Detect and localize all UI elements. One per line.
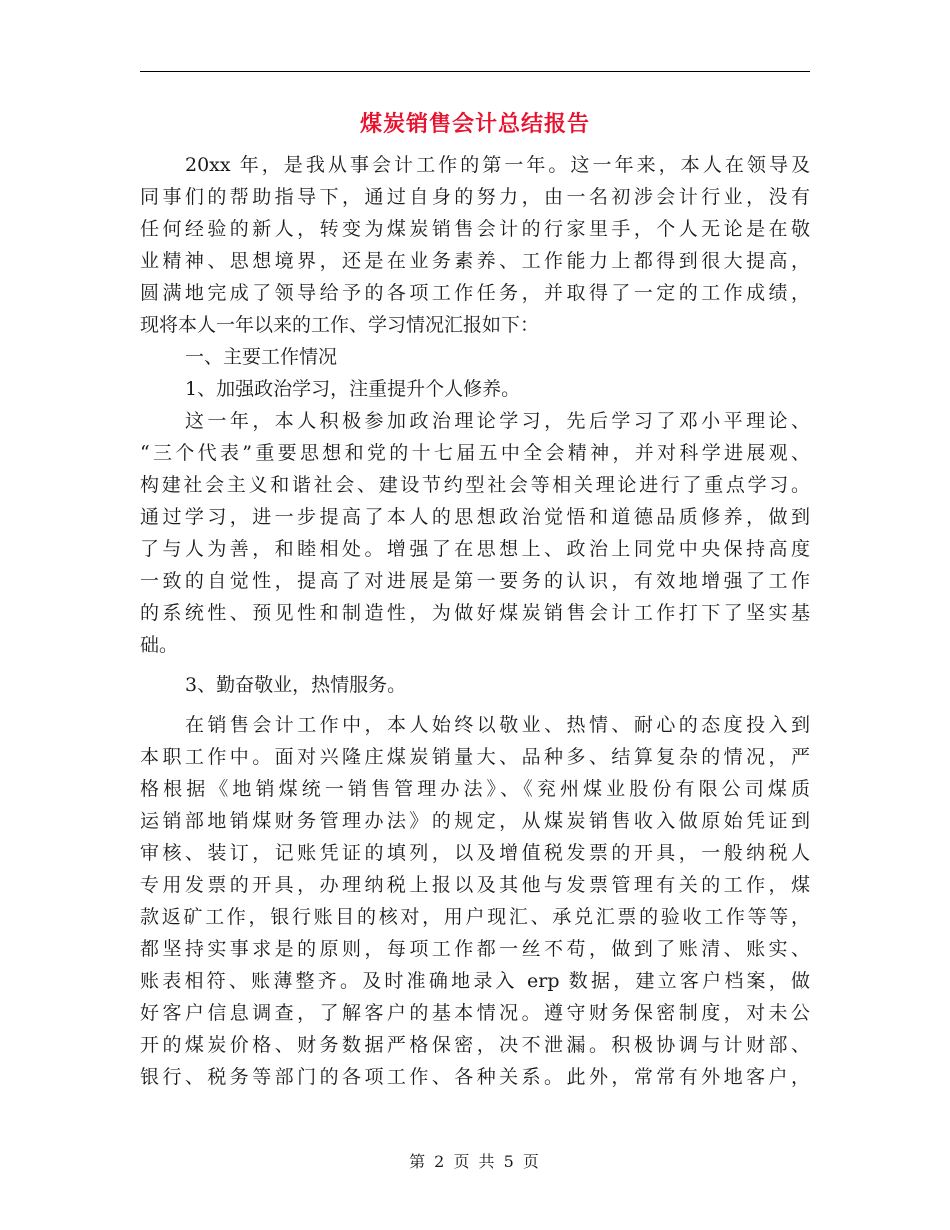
paragraph-line: 一致的自觉性，提高了对进展是第一要务的认识，有效地增强了工作 — [140, 570, 810, 592]
header-rule — [140, 71, 810, 72]
paragraph-line: 通过学习，进一步提高了本人的思想政治觉悟和道德品质修养，做到 — [140, 506, 810, 528]
paragraph-line: 20xx 年，是我从事会计工作的第一年。这一年来，本人在领导及 — [185, 154, 810, 176]
paragraph-line: 业精神、思想境界，还是在业务素养、工作能力上都得到很大提高， — [140, 250, 810, 272]
document-title: 煤炭销售会计总结报告 — [359, 111, 590, 137]
paragraph-line: 础。 — [140, 634, 179, 656]
section-heading: 一、主要工作情况 — [185, 346, 338, 368]
paragraph-line: 运销部地销煤财务管理办法》的规定，从煤炭销售收入做原始凭证到 — [140, 810, 810, 832]
paragraph-line: “三个代表”重要思想和党的十七届五中全会精神，并对科学进展观、 — [140, 442, 810, 464]
paragraph-line: 审核、装订，记账凭证的填列，以及增值税发票的开具，一般纳税人 — [140, 842, 810, 864]
paragraph-line: 账表相符、账薄整齐。及时准确地录入 erp 数据，建立客户档案，做 — [140, 970, 810, 992]
paragraph-line: 现将本人一年以来的工作、学习情况汇报如下： — [140, 314, 540, 336]
paragraph-line: 好客户信息调查，了解客户的基本情况。遵守财务保密制度，对未公 — [140, 1002, 810, 1024]
subsection-heading: 1、加强政治学习，注重提升个人修养。 — [185, 378, 521, 400]
paragraph-line: 任何经验的新人，转变为煤炭销售会计的行家里手，个人无论是在敬 — [140, 218, 810, 240]
page-number-footer: 第 2 页 共 5 页 — [409, 1152, 541, 1171]
paragraph-line: 银行、税务等部门的各项工作、各种关系。此外，常常有外地客户， — [140, 1066, 810, 1088]
document-body — [140, 149, 810, 1093]
subsection-heading: 3、勤奋敬业，热情服务。 — [185, 674, 407, 696]
paragraph-line: 都坚持实事求是的原则，每项工作都一丝不苟，做到了账清、账实、 — [140, 938, 810, 960]
paragraph-line: 的系统性、预见性和制造性，为做好煤炭销售会计工作打下了坚实基 — [140, 602, 810, 624]
paragraph-line: 款返矿工作，银行账目的核对，用户现汇、承兑汇票的验收工作等等， — [140, 906, 810, 928]
paragraph-line: 这一年，本人积极参加政治理论学习，先后学习了邓小平理论、 — [185, 410, 810, 432]
paragraph-line: 在销售会计工作中，本人始终以敬业、热情、耐心的态度投入到 — [185, 714, 810, 736]
paragraph-line: 了与人为善，和睦相处。增强了在思想上、政治上同党中央保持高度 — [140, 538, 810, 560]
paragraph-line: 开的煤炭价格、财务数据严格保密，决不泄漏。积极协调与计财部、 — [140, 1034, 810, 1056]
paragraph-line: 专用发票的开具，办理纳税上报以及其他与发票管理有关的工作，煤 — [140, 874, 810, 896]
paragraph-line: 同事们的帮助指导下，通过自身的努力，由一名初涉会计行业，没有 — [140, 186, 810, 208]
paragraph-line: 格根据《地销煤统一销售管理办法》、《兖州煤业股份有限公司煤质 — [140, 778, 810, 800]
paragraph-line: 本职工作中。面对兴隆庄煤炭销量大、品种多、结算复杂的情况，严 — [140, 746, 810, 768]
paragraph-line: 构建社会主义和谐社会、建设节约型社会等相关理论进行了重点学习。 — [140, 474, 810, 496]
paragraph-line: 圆满地完成了领导给予的各项工作任务，并取得了一定的工作成绩， — [140, 282, 810, 304]
